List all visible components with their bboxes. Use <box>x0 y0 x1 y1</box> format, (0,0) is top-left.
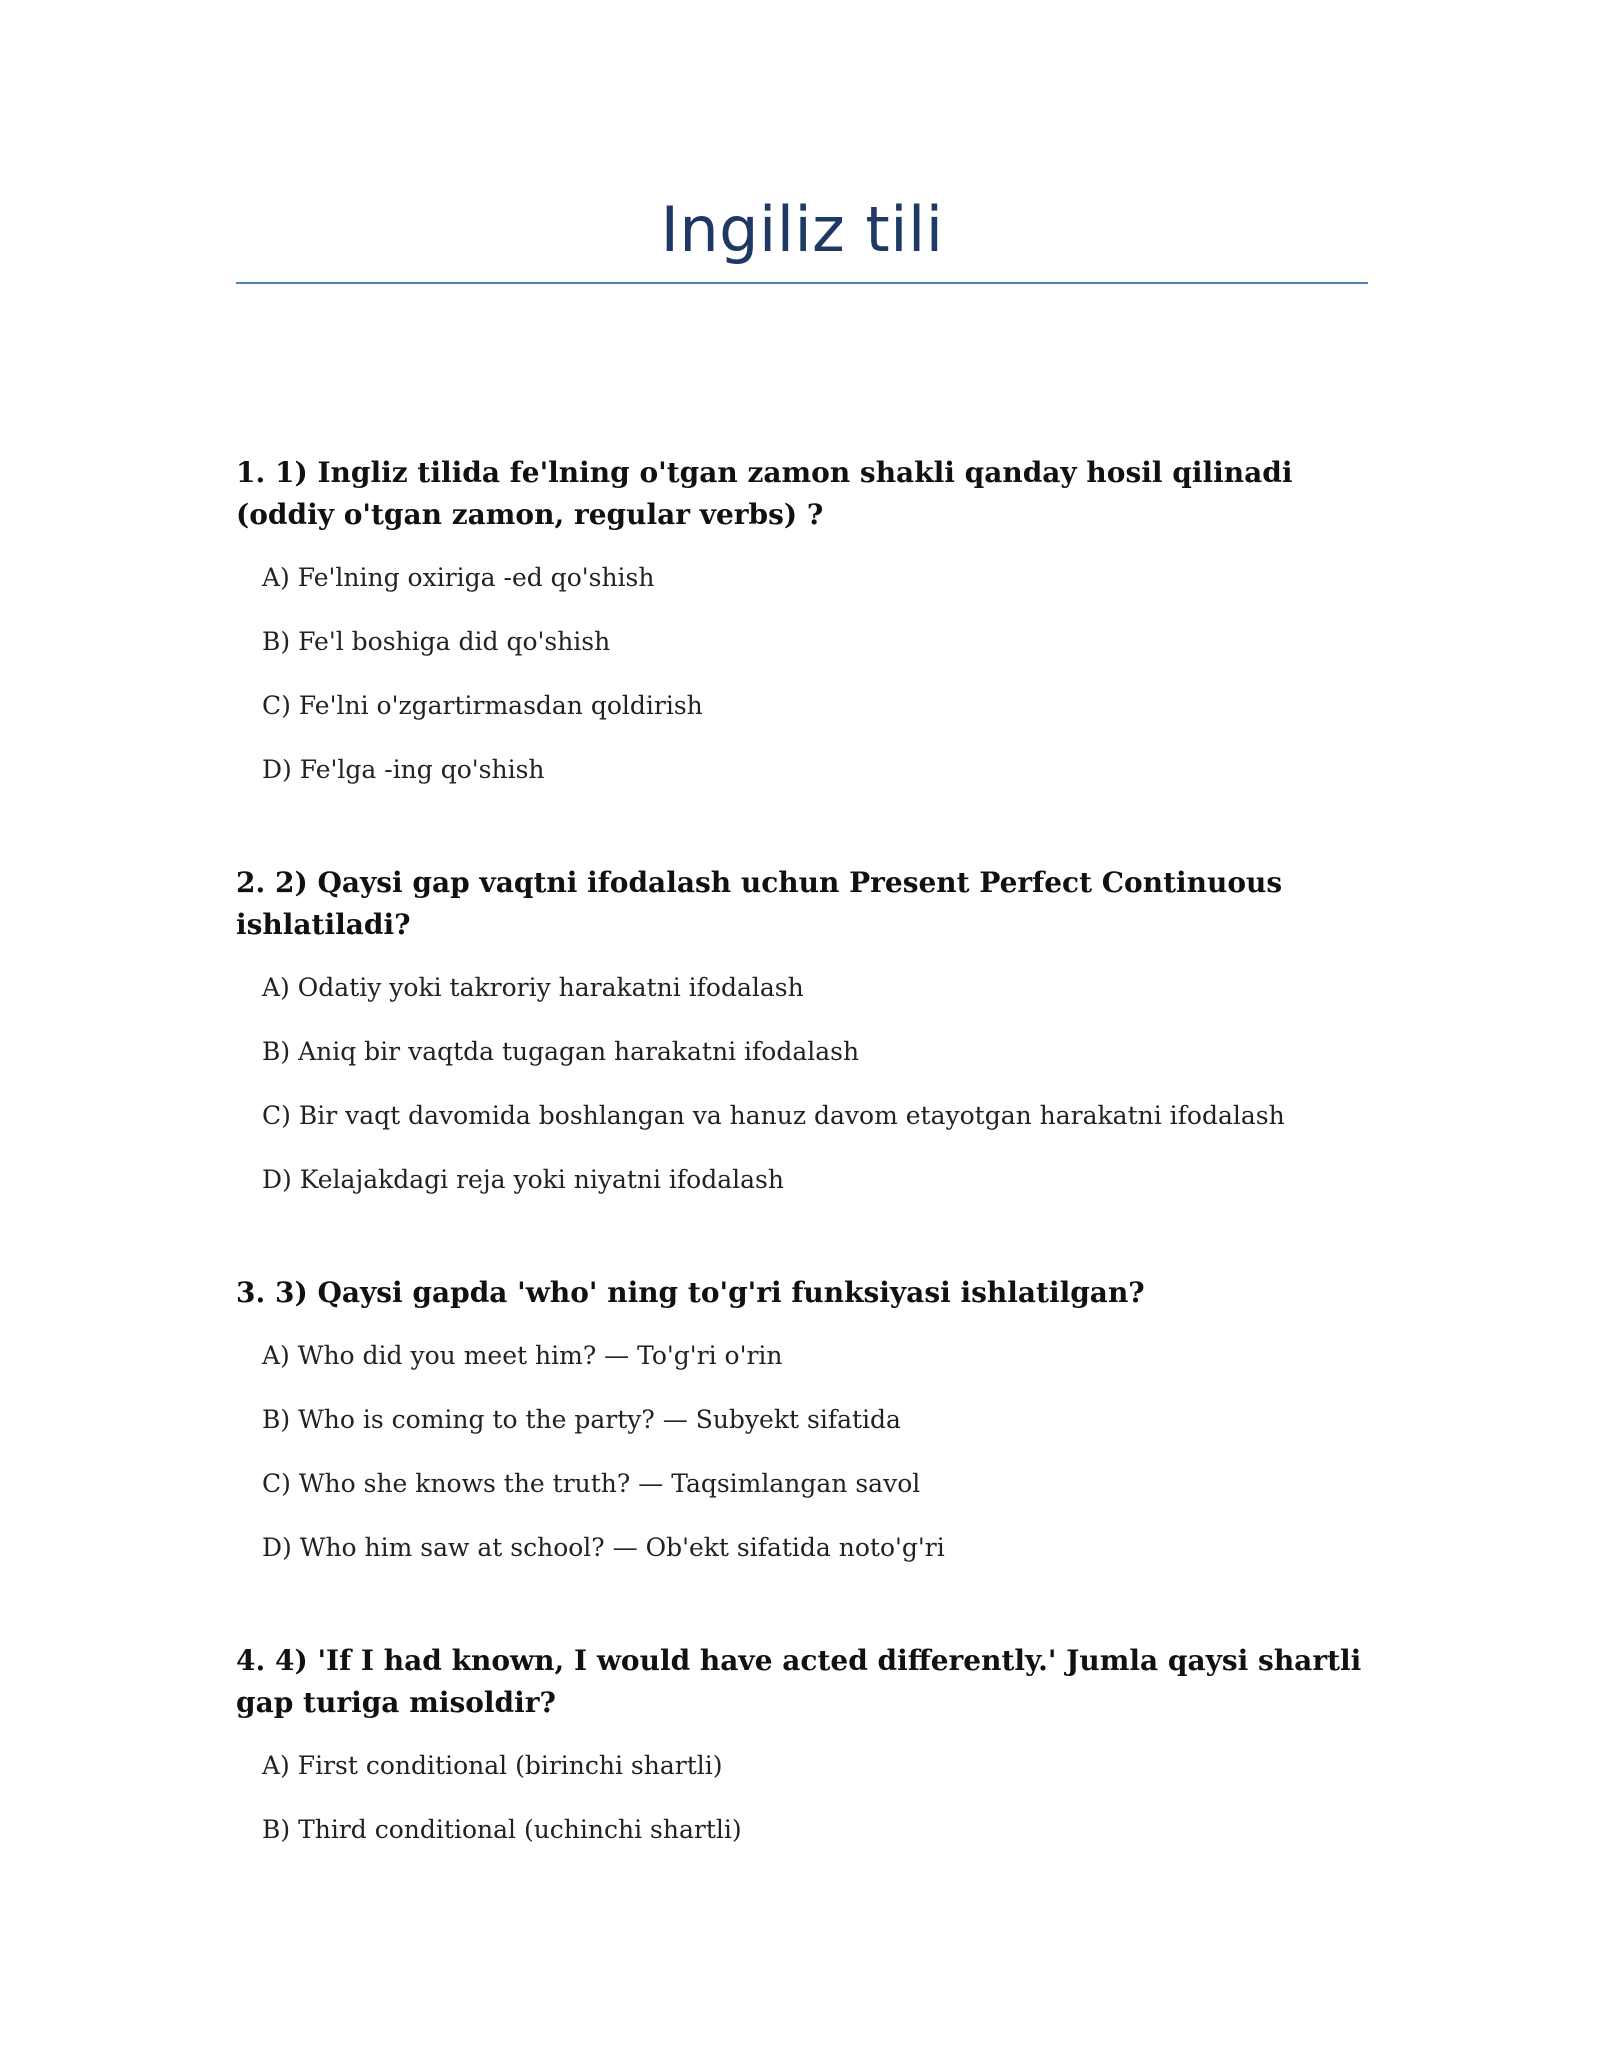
option-c: C) Who she knows the truth? — Taqsimlangan savol <box>262 1469 921 1498</box>
option-c: C) Fe'lni o'zgartirmasdan qoldirish <box>262 691 703 720</box>
question-3 <box>236 1272 1368 1568</box>
option-a: A) Fe'lning oxiriga -ed qo'shish <box>262 563 655 592</box>
question-text: 1. 1) Ingliz tilida fe'lning o'tgan zamon shakli qanday hosil qilinadi (oddiy o'tgan zamon, regular verbs) ? <box>236 456 1293 531</box>
option-list <box>236 1746 1368 1850</box>
option-d: D) Kelajakdagi reja yoki niyatni ifodalash <box>262 1165 784 1194</box>
question-text: 4. 4) 'If I had known, I would have acted differently.' Jumla qaysi shartli gap turiga misoldir? <box>236 1644 1362 1719</box>
option-d: D) Who him saw at school? — Ob'ekt sifatida noto'g'ri <box>262 1533 945 1562</box>
question-text: 3. 3) Qaysi gapda 'who' ning to'g'ri funksiyasi ishlatilgan? <box>236 1276 1145 1309</box>
question-text: 2. 2) Qaysi gap vaqtni ifodalash uchun Present Perfect Continuous ishlatiladi? <box>236 866 1283 941</box>
question-1 <box>236 452 1368 790</box>
option-list <box>236 968 1368 1200</box>
question-list <box>236 452 1368 1850</box>
option-c: C) Bir vaqt davomida boshlangan va hanuz davom etayotgan harakatni ifodalash <box>262 1101 1285 1130</box>
document-page <box>236 0 1368 1850</box>
option-a: A) Odatiy yoki takroriy harakatni ifodalash <box>262 973 804 1002</box>
option-a: A) First conditional (birinchi shartli) <box>262 1751 723 1780</box>
option-b: B) Who is coming to the party? — Subyekt sifatida <box>262 1405 901 1434</box>
document-title: Ingiliz tili <box>660 193 944 266</box>
option-a: A) Who did you meet him? — To'g'ri o'rin <box>262 1341 783 1370</box>
option-b: B) Aniq bir vaqtda tugagan harakatni ifodalash <box>262 1037 860 1066</box>
title-divider <box>236 282 1368 284</box>
option-b: B) Fe'l boshiga did qo'shish <box>262 627 611 656</box>
question-4 <box>236 1640 1368 1850</box>
option-list <box>236 1336 1368 1568</box>
option-d: D) Fe'lga -ing qo'shish <box>262 755 545 784</box>
option-b: B) Third conditional (uchinchi shartli) <box>262 1815 742 1844</box>
option-list <box>236 558 1368 790</box>
question-2 <box>236 862 1368 1200</box>
